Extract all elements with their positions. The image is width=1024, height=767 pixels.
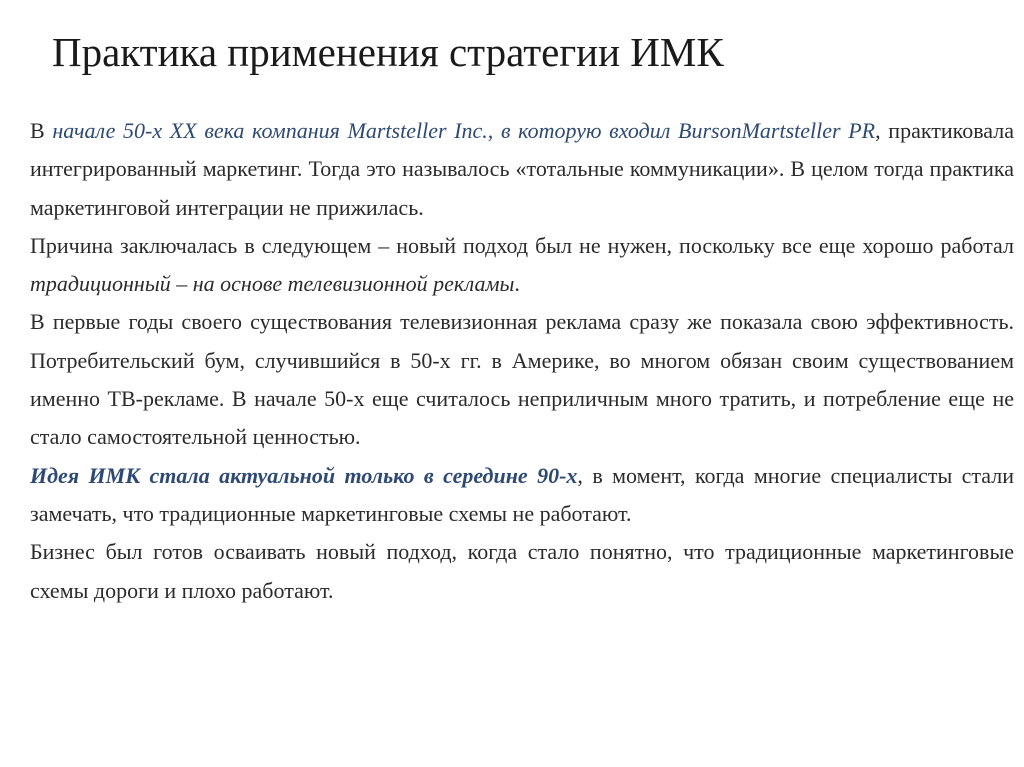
paragraph-3 — [30, 303, 1014, 456]
paragraph-4 — [30, 457, 1014, 534]
slide-body — [30, 112, 1014, 610]
paragraph-4-highlight: Идея ИМК стала актуальной только в середине 90-х — [30, 462, 578, 488]
paragraph-4-rest: , в момент, когда многие специалисты стали замечать, что традиционные маркетинговые схемы не работают. — [30, 462, 1014, 526]
slide-title: Практика применения стратегии ИМК — [52, 29, 724, 75]
paragraph-2-italic: традиционный – на основе телевизионной рекламы — [30, 271, 515, 297]
paragraph-5-text: Бизнес был готов осваивать новый подход, когда стало понятно, что традиционные маркетинговые схемы дороги и плохо работают. — [30, 539, 1014, 603]
paragraph-1-rest: , практиковала интегрированный маркетинг. Тогда это называлось «тотальные коммуникации». В целом тогда практика маркетинговой интеграции не прижилась. — [30, 118, 1014, 220]
paragraph-3-text: В первые годы своего существования телевизионная реклама сразу же показала свою эффективность. Потребительский бум, случившийся в 50-х гг. в Америке, во многом обязан своим существованием именно ТВ-рекламе. В начале 50-х еще считалось неприличным много тратить, и потребление еще не стало самостоятельной ценностью. — [30, 309, 1014, 450]
paragraph-2-text: Причина заключалась в следующем – новый подход был не нужен, поскольку все еще хорошо работал — [30, 232, 1014, 258]
paragraph-1 — [30, 112, 1014, 227]
paragraph-1-highlight: начале 50-х XX века компания Martsteller Inc., в которую входил BursonMartsteller PR — [52, 118, 876, 143]
paragraph-5 — [30, 533, 1014, 610]
paragraph-2-end: . — [514, 271, 520, 297]
paragraph-2 — [30, 227, 1014, 304]
paragraph-1-lead: В — [30, 118, 53, 143]
